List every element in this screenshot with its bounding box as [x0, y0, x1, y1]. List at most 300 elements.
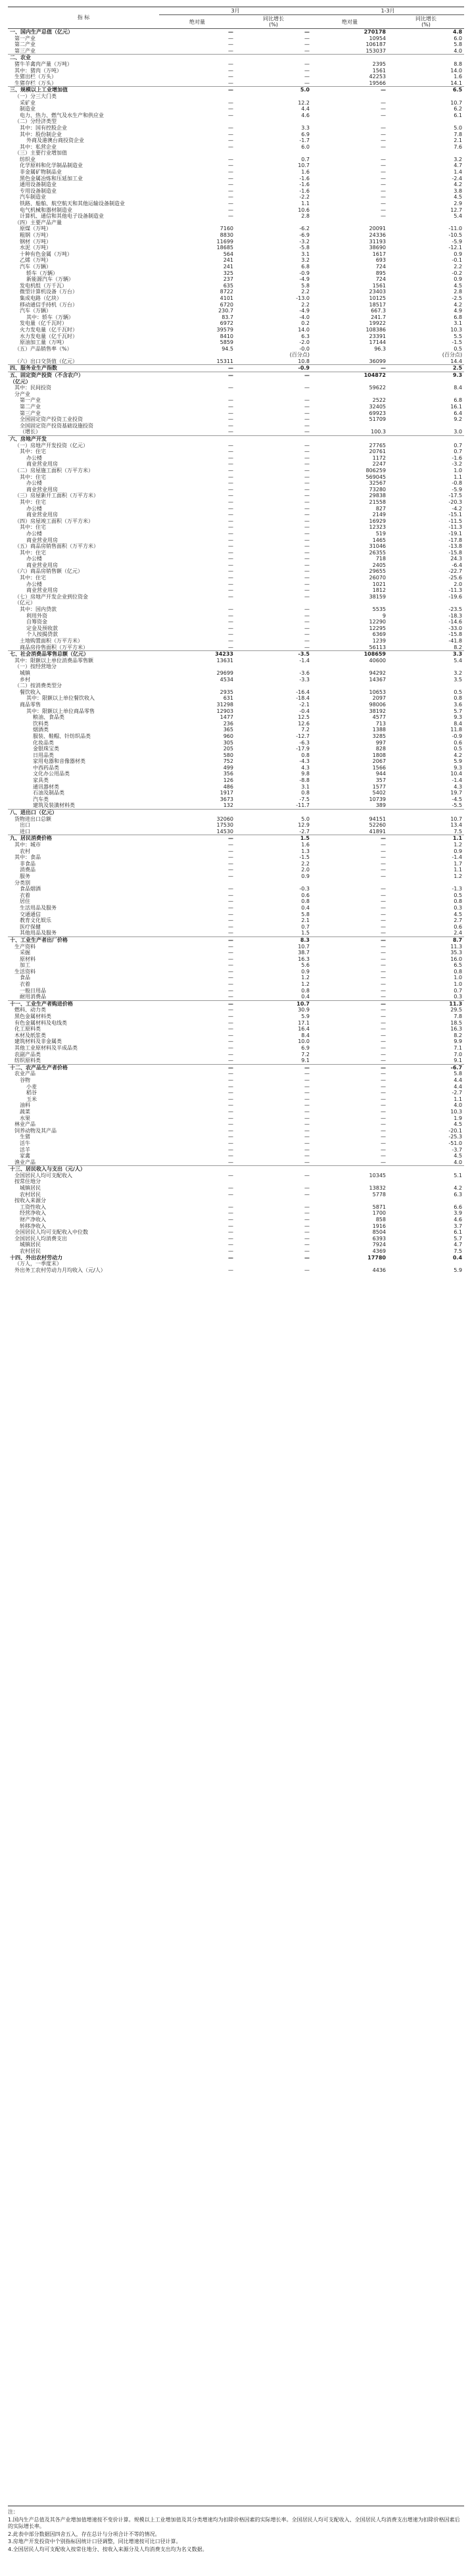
table-row: [8, 487, 464, 493]
month-growth-cell: -2.2: [299, 194, 310, 201]
cum-growth-cell: 0.7: [454, 987, 463, 994]
cum-growth-cell: [388, 1179, 464, 1185]
cum-value-cell: —: [381, 194, 386, 201]
cum-value-cell: —: [381, 112, 386, 118]
table-row: [8, 493, 464, 499]
cum-growth-cell: 4.7: [454, 162, 463, 169]
indicator-cell: 个人按揭贷款: [26, 631, 58, 638]
month-value-cell: —: [228, 1102, 233, 1109]
month-value-cell: —: [228, 47, 233, 54]
month-growth-cell: [235, 880, 312, 887]
month-growth-cell: 6.8: [301, 263, 310, 270]
cum-value-cell: 667.3: [371, 308, 386, 314]
table-row: [8, 480, 464, 487]
cum-value-cell: 69923: [369, 410, 386, 416]
table-row: [8, 245, 464, 251]
indicator-cell: 通用设备制造业: [20, 182, 57, 188]
month-growth-cell: —: [304, 537, 310, 543]
indicator-cell: （二）按消费类型分: [14, 683, 62, 689]
table-row: [8, 784, 464, 790]
cum-value-cell: —: [381, 873, 386, 879]
cum-growth-cell: 5.0: [454, 124, 463, 131]
indicator-cell: 城镇居民: [20, 1242, 41, 1248]
cum-growth-cell: 2.1: [454, 137, 463, 144]
month-value-cell: —: [228, 213, 233, 220]
month-value-cell: 325: [223, 270, 233, 276]
cum-growth-cell: 3.8: [454, 187, 463, 194]
month-growth-cell: (百分点): [289, 352, 310, 358]
cum-growth-cell: 1.1: [454, 867, 463, 873]
month-value-cell: 230.7: [218, 308, 233, 314]
table-row: [8, 956, 464, 963]
cum-value-cell: —: [381, 207, 386, 213]
cum-value-cell: [312, 379, 388, 385]
cum-value-cell: 1700: [372, 1210, 386, 1217]
cum-growth-cell: 4.2: [454, 1185, 463, 1192]
month-growth-cell: —: [304, 429, 310, 435]
indicator-cell: 其中：股份制企业: [20, 131, 62, 137]
indicator-cell: 商品零售: [20, 701, 41, 708]
table-row: [8, 842, 464, 848]
indicator-cell: 一般日用品: [20, 987, 46, 994]
indicator-cell: 石油及制品类: [33, 790, 64, 796]
indicator-cell: 非金属矿物制品业: [20, 169, 62, 176]
cum-growth-cell: 0.5: [454, 345, 463, 352]
month-growth-cell: —: [304, 442, 310, 449]
month-value-cell: 241: [223, 257, 233, 264]
indicator-cell: 餐饮收入: [20, 689, 41, 695]
table-row: [8, 1007, 464, 1013]
table-row: [8, 944, 464, 950]
cum-growth-cell: -51.0: [448, 1140, 463, 1146]
cum-growth-cell: [388, 436, 464, 443]
table-row: [8, 1071, 464, 1077]
cum-value-cell: —: [381, 201, 386, 207]
month-growth-cell: 4.3: [301, 764, 310, 771]
table-row: [8, 61, 464, 68]
month-growth-cell: —: [304, 631, 310, 638]
cum-growth-cell: -2.4: [452, 175, 463, 182]
indicator-cell: 其中：住宅: [20, 549, 46, 556]
indicator-cell: 其中：私营企业: [20, 143, 57, 150]
table-row: [8, 531, 464, 537]
indicator-cell: 商业营业用房: [26, 587, 58, 594]
cum-value-cell: —: [381, 1038, 386, 1045]
cum-value-cell: —: [381, 156, 386, 162]
cum-growth-cell: 8.4: [454, 720, 463, 727]
table-row: [8, 1192, 464, 1198]
note-2: 2.此表中部分数据因四舍五入，存在总计与分项合计不等的情况。: [8, 2531, 160, 2537]
cum-value-cell: 693: [375, 257, 386, 264]
table-row: [8, 404, 464, 410]
month-value-cell: —: [228, 1045, 233, 1051]
cum-growth-cell: 3.6: [454, 701, 463, 708]
month-growth-cell: -11.7: [296, 802, 310, 809]
cum-value-cell: 1561: [372, 67, 386, 74]
table-row: [8, 1267, 464, 1274]
indicator-cell: 其中：限额以上单位餐饮收入: [26, 695, 95, 702]
month-growth-cell: 1.2: [301, 981, 310, 988]
cum-growth-cell: 5.5: [454, 333, 463, 339]
month-value-cell: —: [159, 372, 235, 379]
cum-growth-cell: 4.5: [454, 1121, 463, 1128]
month-growth-cell: —: [304, 1210, 310, 1217]
month-growth-cell: [235, 220, 312, 226]
cum-growth-cell: -17.5: [448, 493, 463, 499]
month-growth-cell: —: [304, 505, 310, 512]
cum-value-cell: —: [381, 1096, 386, 1102]
cum-value-cell: —: [381, 1121, 386, 1128]
indicator-cell: 采掘: [20, 950, 30, 956]
month-value-cell: —: [228, 1026, 233, 1033]
month-growth-cell: 2.2: [301, 289, 310, 295]
cum-growth-cell: [388, 150, 464, 157]
cum-value-cell: 12323: [369, 524, 386, 531]
indicator-cell: 教育文化娱乐: [20, 917, 51, 924]
cum-growth-cell: 0.7: [454, 449, 463, 455]
month-value-cell: 18685: [216, 245, 233, 251]
cum-growth-cell: 0.8: [454, 898, 463, 905]
indicator-cell: 十二、农产品生产者价格: [8, 1064, 159, 1071]
month-value-cell: 241: [223, 263, 233, 270]
cum-growth-cell: 0.8: [454, 695, 463, 702]
month-growth-cell: —: [304, 454, 310, 461]
cum-growth-cell: -5.5: [452, 802, 463, 809]
month-growth-cell: —: [304, 575, 310, 581]
cum-value-cell: 108386: [366, 326, 386, 333]
table-row: [8, 257, 464, 264]
table-row: [8, 194, 464, 201]
month-value-cell: 4534: [220, 676, 233, 683]
indicator-cell: 城镇居民: [20, 1185, 41, 1192]
table-row: [8, 638, 464, 644]
month-growth-cell: -13.0: [296, 295, 310, 301]
month-value-cell: —: [228, 1248, 233, 1254]
month-growth-cell: 3.2: [301, 257, 310, 264]
month-growth-cell: 6.0: [301, 143, 310, 150]
cum-value-cell: 52260: [369, 822, 386, 829]
month-value-cell: 305: [223, 739, 233, 746]
month-value-cell: 1477: [220, 714, 233, 721]
cum-growth-cell: 1.0: [454, 981, 463, 988]
month-growth-cell: 9.8: [301, 771, 310, 777]
month-value-cell: 6972: [220, 320, 233, 327]
month-growth-cell: -1.7: [299, 137, 310, 144]
cum-growth-cell: -3.7: [452, 1146, 463, 1153]
month-growth-cell: —: [304, 1146, 310, 1153]
month-growth-cell: 4.4: [301, 106, 310, 112]
month-value-cell: —: [228, 867, 233, 873]
month-growth-cell: 0.8: [301, 752, 310, 758]
table-row: [8, 1134, 464, 1140]
indicator-cell: 分产业: [14, 391, 30, 397]
cum-growth-cell: 6.3: [454, 1191, 463, 1198]
cum-value-cell: 38192: [369, 708, 386, 714]
month-value-cell: —: [228, 461, 233, 468]
indicator-cell: 生猪出栏（万头）: [14, 74, 57, 80]
cum-value-cell: 108659: [312, 651, 388, 658]
month-value-cell: 12903: [216, 708, 233, 714]
cum-growth-cell: -25.3: [448, 1134, 463, 1140]
cum-growth-cell: 1.2: [454, 842, 463, 848]
month-growth-cell: —: [304, 568, 310, 575]
indicator-cell: 农副产品类: [14, 1051, 41, 1057]
month-growth-cell: [235, 600, 312, 606]
table-row: [8, 867, 464, 873]
cum-growth-cell: [388, 118, 464, 125]
indicator-cell: 消费品: [20, 867, 35, 873]
table-row: [8, 182, 464, 188]
cum-growth-cell: 1.2: [454, 873, 463, 879]
table-row: [8, 631, 464, 638]
month-value-cell: —: [228, 1191, 233, 1198]
indicator-cell: 十三、居民收入与支出（元/人）: [8, 1166, 159, 1173]
cum-growth-cell: -19.6: [448, 593, 463, 600]
table-row: [8, 950, 464, 956]
month-growth-cell: 1.1: [301, 201, 310, 207]
cum-growth-cell: 4.4: [454, 1083, 463, 1090]
month-value-cell: [159, 1198, 235, 1204]
month-value-cell: —: [228, 80, 233, 86]
table-row: [8, 752, 464, 759]
cum-value-cell: —: [381, 1127, 386, 1134]
indicator-cell: 工资性收入: [20, 1203, 46, 1210]
cum-value-cell: 10653: [369, 689, 386, 695]
indicator-cell: 中西药品类: [33, 764, 59, 771]
cum-value-cell: —: [381, 143, 386, 150]
indicator-cell: 定金及预收款: [26, 625, 58, 631]
month-growth-cell: [235, 810, 312, 816]
indicator-cell: 金银珠宝类: [33, 746, 59, 752]
table-row: [8, 333, 464, 340]
table-row: [8, 1057, 464, 1064]
indicator-cell: 轿车（万辆）: [26, 270, 58, 276]
cum-value-cell: 1172: [372, 454, 386, 461]
month-value-cell: —: [228, 1140, 233, 1146]
indicator-cell: （增长）: [20, 429, 41, 435]
cum-growth-cell: -1.4: [452, 854, 463, 861]
month-value-cell: —: [228, 1090, 233, 1096]
indicator-cell: 计算机、通信和其他电子设备制造业: [20, 213, 104, 220]
month-value-cell: —: [228, 562, 233, 568]
month-value-cell: —: [228, 1185, 233, 1192]
cum-value-cell: 26355: [369, 549, 386, 556]
month-value-cell: —: [228, 537, 233, 543]
month-value-cell: —: [228, 194, 233, 201]
cum-growth-cell: 2.0: [454, 581, 463, 587]
cum-growth-cell: -14.6: [448, 619, 463, 625]
cum-growth-cell: -2.5: [452, 295, 463, 301]
cum-growth-cell: 4.0: [454, 47, 463, 54]
month-growth-cell: 0.8: [301, 898, 310, 905]
table-row: [8, 100, 464, 107]
cum-growth-cell: 9.2: [454, 416, 463, 423]
statistics-table: [8, 7, 464, 1273]
table-row: [8, 327, 464, 333]
indicator-cell: 饲养动物及其产品: [14, 1127, 57, 1134]
table-row: [8, 232, 464, 239]
cum-growth-cell: -0.8: [452, 480, 463, 487]
table-row: [8, 410, 464, 417]
month-value-cell: —: [228, 1013, 233, 1020]
cum-growth-cell: 3.5: [454, 676, 463, 683]
month-value-cell: 17530: [216, 822, 233, 829]
indicator-cell: 商业营业用房: [26, 512, 58, 518]
month-growth-cell: —: [304, 1096, 310, 1102]
cum-value-cell: —: [381, 904, 386, 911]
month-value-cell: —: [228, 1007, 233, 1013]
month-growth-cell: —: [304, 80, 310, 86]
indicator-cell: 农村: [20, 848, 30, 854]
table-row: [8, 924, 464, 931]
cum-value-cell: —: [381, 1140, 386, 1146]
month-growth-cell: 10.6: [298, 207, 310, 213]
cum-value-cell: —: [381, 981, 386, 988]
indicator-cell: 商品房待售面积（万平方米）: [20, 644, 88, 650]
cum-value-cell: 2097: [372, 695, 386, 702]
cum-growth-cell: 1.1: [388, 835, 464, 842]
cum-growth-cell: 3.0: [454, 429, 463, 435]
month-value-cell: [159, 150, 235, 157]
table-row: [8, 1038, 464, 1045]
month-growth-cell: 2.8: [301, 213, 310, 220]
indicator-cell: 生猪存栏（万头）: [14, 80, 57, 86]
table-row: [8, 1210, 464, 1217]
cum-growth-cell: 11.3: [450, 943, 463, 950]
indicator-cell: 商业营业用房: [26, 461, 58, 468]
cum-growth-cell: 4.2: [454, 752, 463, 758]
month-growth-cell: [235, 379, 312, 385]
cum-value-cell: 73280: [369, 486, 386, 493]
table-row: [8, 397, 464, 404]
cum-value-cell: [312, 150, 388, 157]
table-row: [8, 568, 464, 575]
table-row: [8, 911, 464, 918]
month-growth-cell: -3.2: [299, 238, 310, 245]
indicator-cell: 水力发电量（亿千瓦时）: [20, 333, 78, 339]
cum-value-header: 绝对量: [312, 15, 388, 29]
table-row: [8, 994, 464, 1000]
month-growth-cell: 7.2: [301, 727, 310, 733]
cum-value-cell: [312, 1179, 388, 1185]
cum-growth-cell: 9.3: [388, 372, 464, 379]
cum-growth-cell: -4.2: [452, 505, 463, 512]
month-value-cell: —: [228, 493, 233, 499]
month-growth-cell: 5.9: [301, 1013, 310, 1020]
cum-value-cell: —: [381, 943, 386, 950]
cum-growth-cell: 10.3: [450, 326, 463, 333]
cum-growth-cell: -3.2: [452, 461, 463, 468]
month-growth-cell: —: [304, 486, 310, 493]
month-growth-cell: —: [304, 467, 310, 474]
month-growth-cell: [235, 1166, 312, 1173]
month-value-cell: 39579: [216, 326, 233, 333]
month-value-cell: 13631: [216, 657, 233, 664]
table-row: [8, 1064, 464, 1071]
indicator-cell: 自筹资金: [26, 619, 47, 625]
month-value-cell: 960: [223, 733, 233, 739]
table-row: [8, 670, 464, 677]
table-row: [8, 118, 464, 125]
month-growth-cell: —: [235, 372, 312, 379]
indicator-cell: 五、固定资产投资（不含农户）: [8, 372, 159, 379]
indicator-cell: 九、居民消费价格: [8, 835, 159, 842]
month-growth-cell: 0.8: [301, 790, 310, 796]
month-growth-cell: -4.0: [299, 314, 310, 320]
cum-value-cell: 27765: [369, 442, 386, 449]
indicator-cell: 第二产业: [20, 404, 41, 410]
table-row: [8, 1179, 464, 1185]
indicator-cell: 其他用品及服务: [20, 930, 57, 936]
cum-value-cell: 40600: [369, 657, 386, 664]
cum-growth-cell: (百分点): [442, 352, 463, 358]
indicator-cell: （二）房屋施工面积（万平方米）: [14, 467, 93, 474]
month-value-cell: —: [228, 1134, 233, 1140]
indicator-cell: 原油加工量（万吨）: [20, 339, 67, 346]
month-growth-cell: 16.3: [298, 956, 310, 962]
indicator-cell: 专用设备制造业: [20, 187, 57, 194]
cum-value-cell: 944: [375, 771, 386, 777]
month-growth-cell: —: [304, 1159, 310, 1165]
month-growth-cell: -3.5: [235, 651, 312, 658]
cum-value-cell: 7924: [372, 1242, 386, 1248]
cum-value-cell: 2405: [372, 562, 386, 568]
cum-value-cell: 1561: [372, 282, 386, 289]
table-row: [8, 810, 464, 816]
cum-growth-cell: 4.5: [454, 282, 463, 289]
cum-growth-cell: 4.8: [388, 29, 464, 36]
cum-growth-cell: [388, 391, 464, 398]
cum-value-cell: —: [312, 835, 388, 842]
table-row: [8, 112, 464, 119]
cum-growth-cell: 7.8: [454, 131, 463, 137]
table-row: [8, 1084, 464, 1090]
indicator-cell: 其中：轿车（万辆）: [26, 314, 74, 320]
month-value-cell: [159, 1261, 235, 1267]
cum-value-cell: [312, 423, 388, 429]
month-growth-cell: —: [304, 587, 310, 594]
indicator-cell: 家具类: [33, 777, 49, 784]
month-growth-cell: 0.7: [301, 923, 310, 930]
month-value-cell: —: [228, 1242, 233, 1248]
cum-value-cell: 12290: [369, 619, 386, 625]
cum-value-cell: —: [381, 1146, 386, 1153]
cum-growth-cell: -41.8: [448, 638, 463, 644]
month-growth-cell: -0.3: [299, 886, 310, 892]
month-growth-cell: 17.1: [298, 1019, 310, 1026]
table-row: [8, 1026, 464, 1033]
month-growth-cell: —: [304, 1172, 310, 1179]
cum-value-cell: [312, 118, 388, 125]
indicator-cell: （一）房地产开发投资（亿元）: [14, 442, 88, 449]
cum-growth-cell: -10.5: [448, 232, 463, 238]
month-value-cell: [159, 664, 235, 670]
cum-value-cell: —: [381, 1026, 386, 1033]
cum-value-cell: 31193: [369, 238, 386, 245]
table-row: [8, 740, 464, 746]
table-row: [8, 352, 464, 358]
cum-value-cell: 56113: [369, 644, 386, 650]
cum-growth-cell: 24.3: [450, 556, 463, 562]
cum-growth-cell: 16.3: [450, 1026, 463, 1033]
cum-growth-cell: 0.5: [454, 689, 463, 695]
month-growth-cell: [235, 683, 312, 689]
cum-growth-cell: 9.3: [454, 764, 463, 771]
month-growth-cell: —: [304, 1077, 310, 1083]
indicator-cell: 小麦: [26, 1083, 37, 1090]
cum-growth-cell: 0.9: [454, 251, 463, 257]
cum-value-cell: 13832: [369, 1185, 386, 1192]
